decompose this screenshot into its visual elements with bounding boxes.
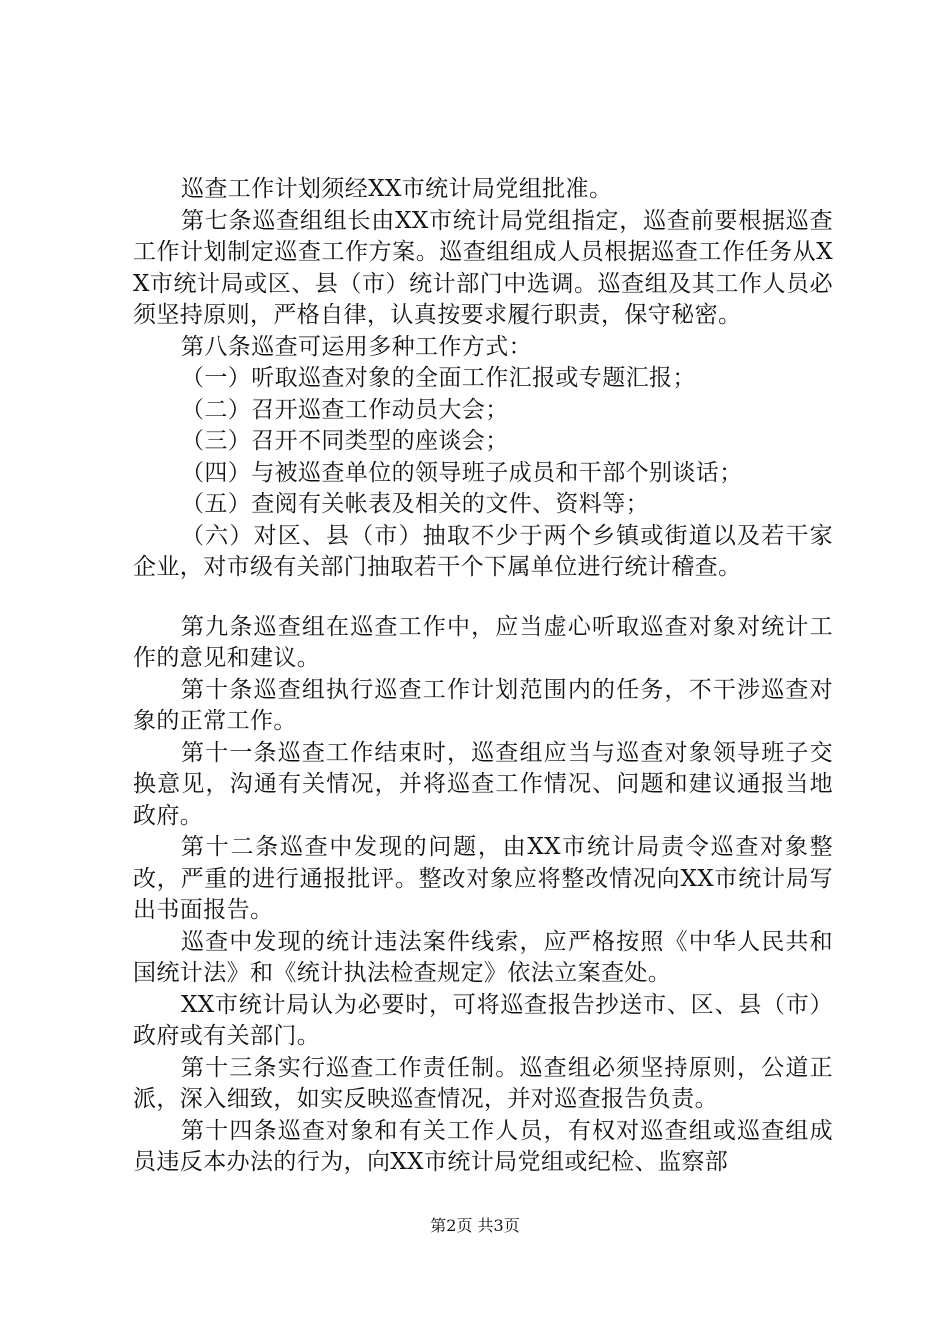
paragraph-gap (133, 584, 833, 612)
list-item: （二）召开巡查工作动员大会； (181, 396, 509, 423)
page-footer (0, 1216, 950, 1236)
list-item: （六）对区、县（市）抽取不少于两个乡镇或街道以及若干家企业，对市级有关部门抽取若干个下属单位进行统计稽查。 (133, 522, 833, 580)
paragraph: 巡查中发现的统计违法案件线索，应严格按照《中华人民共和国统计法》和《统计执法检查规定》依法立案查处。 (133, 928, 833, 986)
paragraph-article-8: 第八条巡查可运用多种工作方式： (181, 333, 532, 360)
list-item: （一）听取巡查对象的全面工作汇报或专题汇报； (181, 365, 696, 391)
list-item: （三）召开不同类型的座谈会； (181, 428, 509, 454)
paragraph: XX市统计局认为必要时，可将巡查报告抄送市、区、县（市）政府或有关部门。 (133, 991, 833, 1049)
paragraph-article-11: 第十一条巡查工作结束时，巡查组应当与巡查对象领导班子交换意见，沟通有关情况，并将巡查工作情况、问题和建议通报当地政府。 (133, 739, 833, 829)
paragraph-article-9: 第九条巡查组在巡查工作中，应当虚心听取巡查对象对统计工作的意见和建议。 (133, 613, 833, 671)
paragraph-article-14: 第十四条巡查对象和有关工作人员，有权对巡查组或巡查组成员违反本办法的行为，向XX市统计局党组或纪检、监察部 (133, 1117, 833, 1175)
list-item: （四）与被巡查单位的领导班子成员和干部个别谈话； (181, 459, 743, 486)
paragraph-article-10: 第十条巡查组执行巡查工作计划范围内的任务，不干涉巡查对象的正常工作。 (133, 676, 833, 734)
paragraph-article-13: 第十三条实行巡查工作责任制。巡查组必须坚持原则，公道正派，深入细致，如实反映巡查情况，并对巡查报告负责。 (133, 1054, 833, 1112)
page-number-label: 第2页 共3页 (430, 1216, 520, 1235)
paragraph-article-12: 第十二条巡查中发现的问题，由XX市统计局责令巡查对象整改，严重的进行通报批评。整改对象应将整改情况向XX市统计局写出书面报告。 (133, 834, 833, 923)
paragraph-article-7: 第七条巡查组组长由XX市统计局党组指定，巡查前要根据巡查工作计划制定巡查工作方案。巡查组组成人员根据巡查工作任务从XX市统计局或区、县（市）统计部门中选调。巡查组及其工作人员必须坚持原则，严格自律，认真按要求履行职责，保守秘密。 (133, 207, 833, 328)
document-body (133, 174, 833, 1179)
list-item: （五）查阅有关帐表及相关的文件、资料等； (181, 491, 649, 517)
paragraph: 巡查工作计划须经XX市统计局党组批准。 (181, 176, 613, 202)
